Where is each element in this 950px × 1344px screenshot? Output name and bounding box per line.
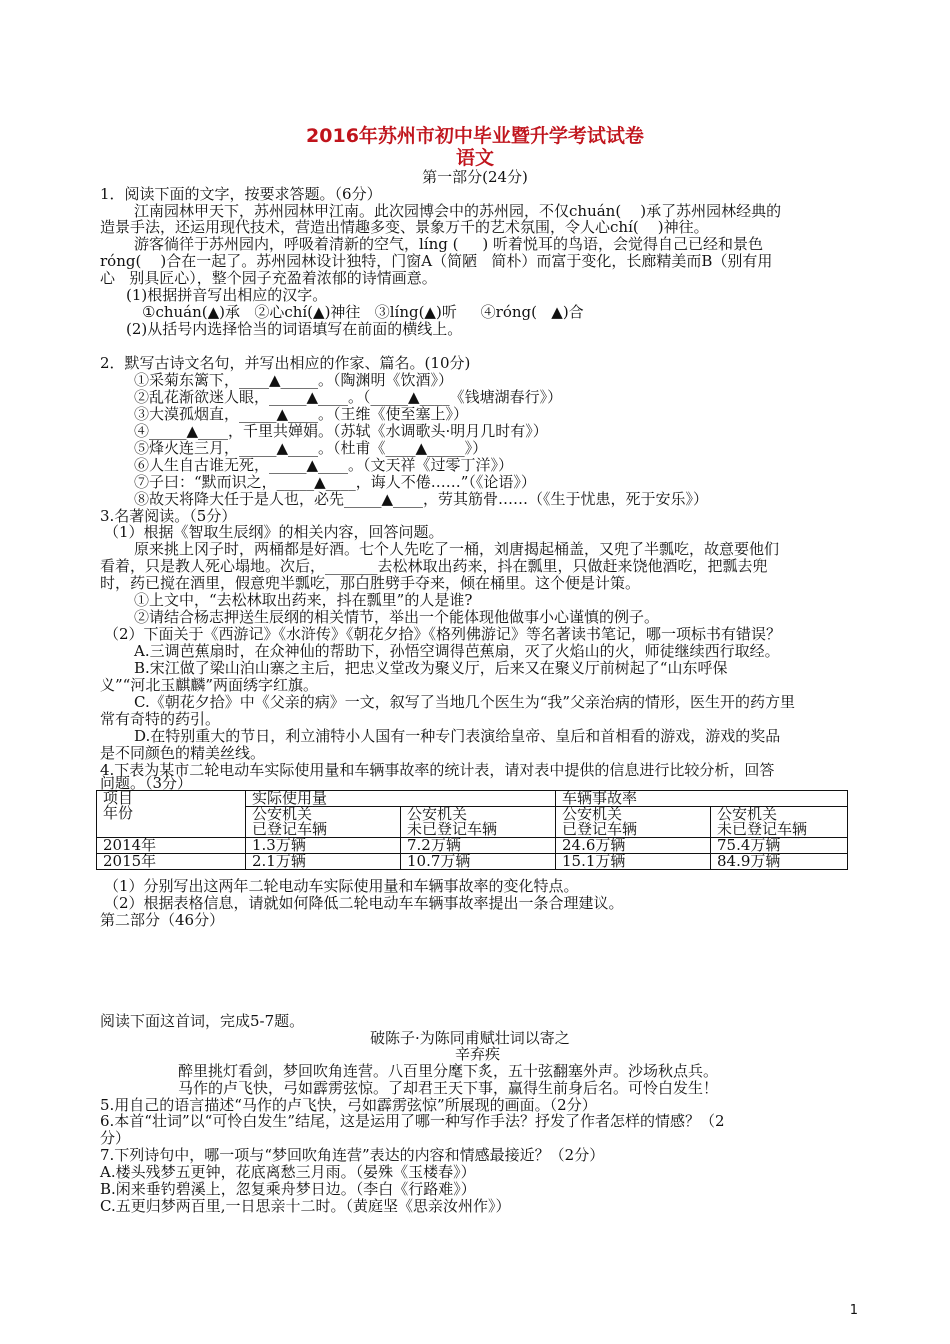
statistics-table	[96, 790, 848, 870]
text-line: (2)从括号内选择恰当的词语填写在前面的横线上。	[126, 320, 463, 338]
table-corner-cell	[97, 791, 246, 838]
table-cell: 24.6万辆	[556, 838, 711, 854]
text-line: 问题。（3分）	[100, 774, 193, 792]
text-line: ①采菊东篱下，____▲_____。（陶渊明《饮酒》）	[134, 371, 454, 389]
text-line: 阅读下面这首词，完成5-7题。	[100, 1012, 305, 1030]
page-number: 1	[849, 1303, 858, 1318]
table-cell: 7.2万辆	[401, 838, 556, 854]
text-line: 原来挑上冈子时，两桶都是好酒。七个人先吃了一桶，刘唐揭起桶盖，又兜了半瓢吃，故意要他们	[134, 540, 780, 558]
text-line: 常有奇特的药引。	[100, 710, 221, 728]
text-line: （2）根据表格信息，请就如何降低二轮电动车车辆事故率提出一条合理建议。	[104, 894, 624, 912]
table-subheader-cell: 公安机关 未已登记车辆	[401, 807, 556, 838]
text-line: B.宋江做了梁山泊山寨之主后，把忠义堂改为聚义厅，后来又在聚义厅前树起了“山东呼保	[134, 659, 728, 677]
text-line: 2．默写古诗文名句，并写出相应的作家、篇名。(10分)	[100, 354, 471, 372]
text-line: 4.下表为某市二轮电动车实际使用量和车辆事故率的统计表，请对表中提供的信息进行比较分析，回答	[100, 761, 775, 779]
table-cell: 84.9万辆	[711, 854, 848, 870]
year-cell: 2014年	[97, 838, 246, 854]
text-line: 心 别具匠心），整个园子充盈着浓郁的诗情画意。	[100, 269, 437, 287]
table-cell: 1.3万辆	[246, 838, 401, 854]
text-line: C.五更归梦两百里,一日思亲十二时。（黄庭坚《思亲汝州作》）	[100, 1197, 511, 1215]
table-subheader-cell: 公安机关 已登记车辆	[556, 807, 711, 838]
text-line: 辛弃疾	[455, 1045, 501, 1063]
text-line: （2）下面关于《西游记》《水浒传》《朝花夕拾》《格列佛游记》等名著读书笔记，哪一项标书有错误？	[104, 625, 782, 643]
text-line: ⑦子曰：“默而识之，_____▲____，诲人不倦……”（《论语》）	[134, 473, 536, 491]
text-line: 江南园林甲天下，苏州园林甲江南。此次园博会中的苏州园，不仅chuán( )承了苏州园林经典的	[134, 202, 782, 220]
text-line: 醉里挑灯看剑，梦回吹角连营。八百里分麾下炙，五十弦翻塞外声。沙场秋点兵。	[178, 1062, 719, 1080]
usage-group-header: 实际使用量	[246, 791, 556, 807]
table-cell: 75.4万辆	[711, 838, 848, 854]
text-line: (1)根据拼音写出相应的汉字。	[126, 286, 328, 304]
text-line: D.在特别重大的节日，利立浦特小人国有一种专门表演给皇帝、皇后和首相看的游戏，游戏的奖品	[134, 727, 781, 745]
text-line: 5.用自己的语言描述“马作的卢飞快，弓如霹雳弦惊”所展现的画面。（2分）	[100, 1096, 597, 1114]
text-line: 义”“河北玉麒麟”两面绣字红旗。	[100, 676, 319, 694]
text-line: 3.名著阅读。（5分）	[100, 507, 237, 525]
text-line: C.《朝花夕拾》中《父亲的病》一文，叙写了当地几个医生为“我”父亲治病的情形，医生开的药方里	[134, 693, 796, 711]
text-line: ⑥人生自古谁无死，_____▲____。（文天祥《过零丁洋》）	[134, 456, 514, 474]
text-line: 破陈子·为陈同甫赋壮词以寄之	[370, 1029, 570, 1047]
table-cell: 15.1万辆	[556, 854, 711, 870]
table-subheader-cell: 公安机关 未已登记车辆	[711, 807, 848, 838]
text-line: 分）	[100, 1129, 131, 1147]
text-line: ②乱花渐欲迷人眼，_____▲____。（_____▲____《钱塘湖春行》）	[134, 388, 563, 406]
text-line: B.闲来垂钓碧溪上，忽复乘舟梦日边。（李白《行路难》）	[100, 1180, 476, 1198]
part-one-heading: 第一部分(24分)	[422, 168, 528, 186]
text-line: （1）根据《智取生辰纲》的相关内容，回答问题。	[104, 523, 444, 541]
text-line: ④_____▲____，千里共婵娟。（苏轼《水调歌头·明月几时有》）	[134, 422, 548, 440]
text-line: A.三调芭蕉扇时，在众神仙的帮助下，孙悟空调得芭蕉扇，灭了火焰山的火，师徒继续西行取经。	[134, 642, 780, 660]
year-cell: 2015年	[97, 854, 246, 870]
item-label: 项目	[103, 789, 134, 807]
table-row	[97, 854, 848, 870]
subject-title: 语文	[455, 147, 494, 169]
table-cell: 10.7万辆	[401, 854, 556, 870]
text-line: ①上文中，“去松林取出药来，抖在瓢里”的人是谁?	[134, 591, 473, 609]
text-line: 第二部分（46分）	[100, 911, 225, 929]
text-line: 7.下列诗句中，哪一项与“梦回吹角连营”表达的内容和情感最接近？（2分）	[100, 1146, 605, 1164]
text-line: ③大漠孤烟直，_____▲____。（王维《使至塞上》）	[134, 405, 469, 423]
table-subheader-cell: 公安机关 已登记车辆	[246, 807, 401, 838]
year-label: 年份	[103, 804, 134, 822]
text-line: A.楼头残梦五更钟，花底离愁三月雨。（晏殊《玉楼春》）	[100, 1163, 476, 1181]
text-line: 6.本首“壮词”以“可怜白发生”结尾，这是运用了哪一种写作手法？抒发了作者怎样的情感？（2	[100, 1112, 725, 1130]
text-line: 看着，只是教人死心塌地。次后，_______去松林取出药来，抖在瓢里，只做赶来饶他酒吃，把瓢去兜	[100, 557, 768, 575]
text-line: ⑤烽火连三月，_____▲____。（杜甫《____▲_____》）	[134, 439, 488, 457]
text-line: ①chuán(▲)承 ②心chí(▲)神往 ③líng(▲)听 ④róng( ▲)合	[142, 303, 584, 321]
text-line: 是不同颜色的精美丝线。	[100, 744, 266, 762]
text-line: 造景手法，还运用现代技术，营造出情趣多变、景象万千的艺术氛围，令人心chí( )神往。	[100, 218, 709, 236]
text-line: 时，药已搅在酒里，假意兜半瓢吃，那白胜劈手夺来，倾在桶里。这个便是计策。	[100, 574, 641, 592]
exam-title: 2016年苏州市初中毕业暨升学考试试卷	[306, 125, 644, 147]
accident-group-header: 车辆事故率	[556, 791, 848, 807]
text-line: 马作的卢飞快，弓如霹雳弦惊。了却君王天下事，赢得生前身后名。可怜白发生！	[178, 1079, 719, 1097]
text-line: róng( )合在一起了。苏州园林设计独特，门窗A（简陋 简朴）而富于变化，长廊精美而B（别有用	[100, 252, 773, 270]
table-cell: 2.1万辆	[246, 854, 401, 870]
text-line: ⑧故天将降大任于是人也，必先_____▲____，劳其筋骨……（《生于忧患，死于安乐》）	[134, 490, 709, 508]
text-line: （1）分别写出这两年二轮电动车实际使用量和车辆事故率的变化特点。	[104, 877, 579, 895]
text-line: ②请结合杨志押送生辰纲的相关情节，举出一个能体现他做事小心谨慎的例子。	[134, 608, 660, 626]
text-line: 游客徜徉于苏州园内，呼吸着清新的空气，líng ( ) 听着悦耳的鸟语，会觉得自己已经和景色	[134, 235, 763, 253]
text-line: 1．阅读下面的文字，按要求答题。（6分）	[100, 185, 382, 203]
